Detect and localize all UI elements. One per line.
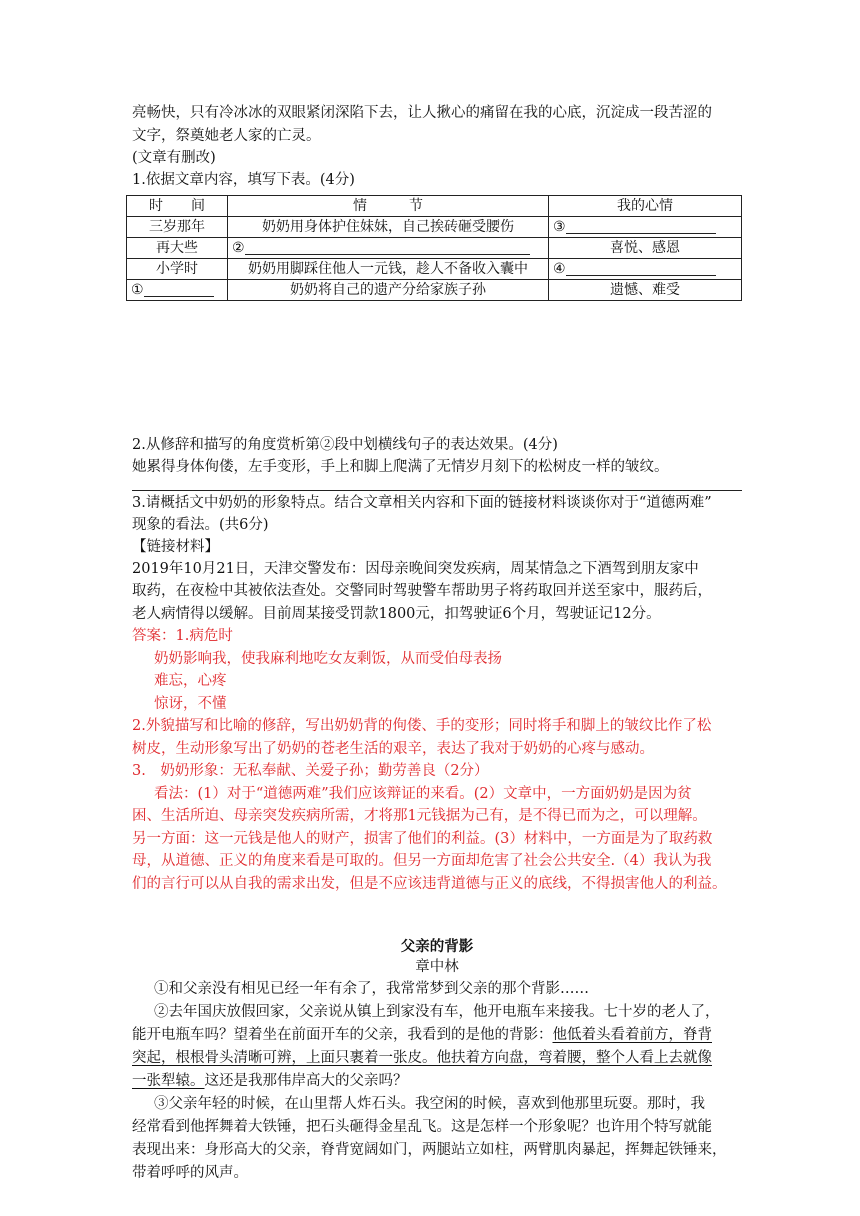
plain-text: 能开电瓶车吗？望着坐在前面开车的父亲，我看到的是他的背影： <box>132 1027 553 1043</box>
cell-mood-blank[interactable] <box>549 259 742 280</box>
cell-time-blank[interactable] <box>127 280 228 301</box>
blank-label: ② <box>232 240 245 256</box>
cell-time: 再大些 <box>127 238 228 259</box>
blank-label: ④ <box>553 261 566 277</box>
cell-plot: 奶奶用身体护住妹妹，自己挨砖砸受腰伤 <box>228 217 549 238</box>
cell-mood: 遗憾、难受 <box>549 280 742 301</box>
underlined-sentence: 突起，根根骨头清晰可辨，上面只裹着一张皮。他扶着方向盘，弯着腰，整个人看上去就像 <box>132 1050 712 1066</box>
question-2: 2.从修辞和描写的角度赏析第②段中划横线句子的表达效果。(4分) <box>132 437 558 453</box>
passage-line-2: 文字，祭奠她老人家的亡灵。 <box>132 128 321 144</box>
table-header-row <box>127 196 742 217</box>
answer-1-line: 难忘，心疼 <box>154 673 227 689</box>
answer-3-line: 母，从道德、正义的角度来看是可取的。但另一方面却危害了社会公共安全.（4）我认为我 <box>132 853 712 869</box>
article-paragraph-1: ①和父亲没有相见已经一年有余了，我常常梦到父亲的那个背影…… <box>154 981 589 997</box>
article-paragraph-2-line <box>132 1024 742 1047</box>
blank-label: ③ <box>553 219 566 235</box>
article-paragraph-3-line: 经常看到他挥舞着大铁锤，把石头砸得金星乱飞。这是怎样一个形象呢？也许用个特写就能 <box>132 1119 712 1135</box>
material-line: 老人病情得以缓解。目前周某接受罚款1800元，扣驾驶证6个月，驾驶证记12分。 <box>132 606 661 622</box>
article-paragraph-3-line: 带着呼呼的风声。 <box>132 1165 248 1181</box>
question-1: 1.依据文章内容，填写下表。(4分) <box>132 172 355 188</box>
answer-1-title: 答案：1.病危时 <box>132 628 233 644</box>
table-row <box>127 238 742 259</box>
source-note: (文章有删改) <box>132 150 216 166</box>
passage-line-1: 亮畅快，只有冷冰冰的双眼紧闭深陷下去，让人揪心的痛留在我的心底，沉淀成一段苦涩的 <box>132 105 712 121</box>
cell-time: 三岁那年 <box>127 217 228 238</box>
cell-mood-blank[interactable] <box>549 217 742 238</box>
article-paragraph-2-line <box>132 1070 742 1093</box>
blank-label: ① <box>131 282 144 298</box>
question-2-sentence: 她累得身体佝偻，左手变形，手上和脚上爬满了无情岁月刻下的松树皮一样的皱纹。 <box>132 459 669 475</box>
article-paragraph-3-line: ③父亲年轻的时候，在山里帮人炸石头。我空闲的时候，喜欢到他那里玩耍。那时，我 <box>154 1096 705 1112</box>
blank-line <box>566 219 716 234</box>
question-3-line-1: 3.请概括文中奶奶的形象特点。结合文章相关内容和下面的链接材料谈谈你对于“道德两难” <box>132 495 712 511</box>
header-time: 时 间 <box>127 196 228 217</box>
header-mood: 我的心情 <box>549 196 742 217</box>
answer-3-line: 另一方面：这一元钱是他人的财产，损害了他们的利益。(3）材料中，一方面是为了取药救 <box>132 831 713 847</box>
header-plot: 情 节 <box>228 196 549 217</box>
table-row <box>127 280 742 301</box>
plain-text: 这还是我那伟岸高大的父亲吗？ <box>204 1073 408 1089</box>
underlined-text: 一张犁辕。 <box>132 1073 205 1089</box>
article-author: 章中林 <box>415 959 459 975</box>
article-paragraph-3-line: 表现出来：身形高大的父亲，脊背宽阔如门，两腿站立如柱，两臂肌肉暴起，挥舞起铁锤来， <box>132 1142 727 1158</box>
underlined-text: 他低着头看着前方，脊背 <box>552 1027 712 1043</box>
answer-2-line: 树皮，生动形象写出了奶奶的苍老生活的艰辛，表达了我对于奶奶的心疼与感动。 <box>132 741 654 757</box>
answer-3-line: 们的言行可以从自我的需求出发，但是不应该违背道德与正义的底线，不得损害他人的利益。 <box>132 876 727 892</box>
article-title: 父亲的背影 <box>400 938 474 955</box>
answer-3-line: 困、生活所迫、母亲突发疾病所需，才将那1元钱据为己有，是不得已而为之，可以理解。 <box>132 808 707 824</box>
answer-1-line: 奶奶影响我，使我麻利地吃女友剩饭，从而受伯母表扬 <box>154 651 502 667</box>
cell-mood: 喜悦、感恩 <box>549 238 742 259</box>
cell-plot: 奶奶用脚踩住他人一元钱，趁人不备收入囊中 <box>228 259 549 280</box>
answer-3-title: 3. 奶奶形象：无私奉献、关爱子孙；勤劳善良（2分） <box>132 763 489 779</box>
cell-plot-blank[interactable] <box>228 238 549 259</box>
cell-time: 小学时 <box>127 259 228 280</box>
cell-plot: 奶奶将自己的遗产分给家族子孙 <box>228 280 549 301</box>
answer-3-line: 看法：(1）对于“道德两难”我们应该辩证的来看。(2）文章中，一方面奶奶是因为贫 <box>154 786 692 802</box>
answer-2-line: 2.外貌描写和比喻的修辞，写出奶奶背的佝偻、手的变形；同时将手和脚上的皱纹比作了松 <box>132 718 712 734</box>
article-paragraph-2-line: ②去年国庆放假回家，父亲说从镇上到家没有车，他开电瓶车来接我。七十岁的老人了， <box>154 1004 720 1020</box>
question-3-line-2: 现象的看法。(共6分) <box>132 517 269 533</box>
blank-line <box>245 240 530 255</box>
link-material-title: 【链接材料】 <box>132 539 219 555</box>
blank-line <box>566 261 716 276</box>
blank-line <box>144 282 214 297</box>
material-line: 取药，在夜检中其被依法查处。交警同时驾驶警车帮助男子将药取回并送至家中，服药后， <box>132 583 712 599</box>
answer-line[interactable] <box>132 490 742 491</box>
fill-table <box>126 195 742 301</box>
answer-1-line: 惊讶，不懂 <box>154 696 227 712</box>
material-line: 2019年10月21日，天津交警发布：因母亲晚间突发疾病，周某情急之下酒驾到朋友家中 <box>132 561 699 577</box>
table-row <box>127 217 742 238</box>
table-row <box>127 259 742 280</box>
